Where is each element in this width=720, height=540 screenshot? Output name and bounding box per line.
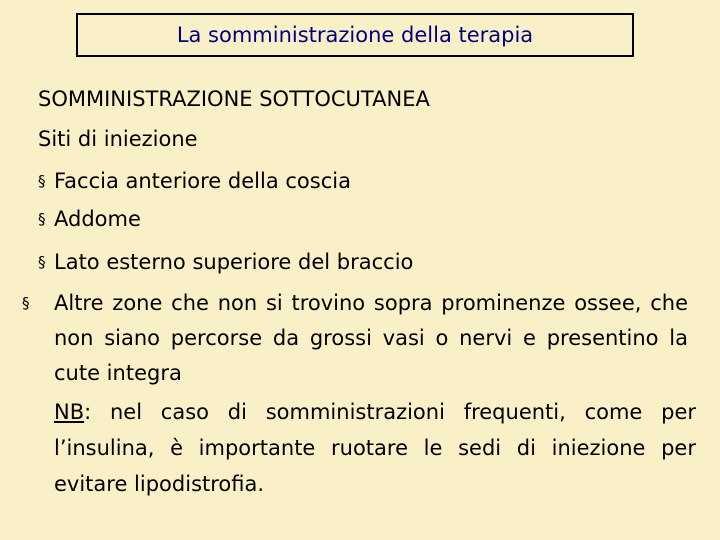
bullet-marker-icon: § — [22, 294, 30, 312]
bullet-item — [38, 167, 698, 195]
bullet-text: Addome — [54, 207, 141, 231]
slide-title: La somministrazione della terapia — [176, 22, 534, 47]
bullet-marker-icon: § — [38, 172, 46, 190]
bullet-item — [38, 205, 698, 233]
note-paragraph — [54, 394, 696, 502]
bullet-item — [38, 248, 698, 276]
bullet-marker-icon: § — [38, 210, 46, 228]
bullet-text: Lato esterno superiore del braccio — [54, 250, 414, 274]
bullet-text: Altre zone che non si trovino sopra prominenze ossee, che non siano percorse da grossi vasi o nervi e presentino la cute integra — [54, 291, 688, 385]
bullet-text: Faccia anteriore della coscia — [54, 169, 351, 193]
subheading: Siti di iniezione — [38, 127, 198, 151]
note-label: NB — [54, 400, 85, 424]
bullet-marker-icon: § — [38, 253, 46, 271]
title-box — [76, 13, 634, 57]
bullet-item — [22, 286, 688, 391]
note-text: : nel caso di somministrazioni frequenti, come per l’insulina, è importante ruotare le sedi di iniezione per evitare lipodistrofia. — [54, 400, 696, 496]
section-heading: SOMMINISTRAZIONE SOTTOCUTANEA — [38, 87, 430, 111]
